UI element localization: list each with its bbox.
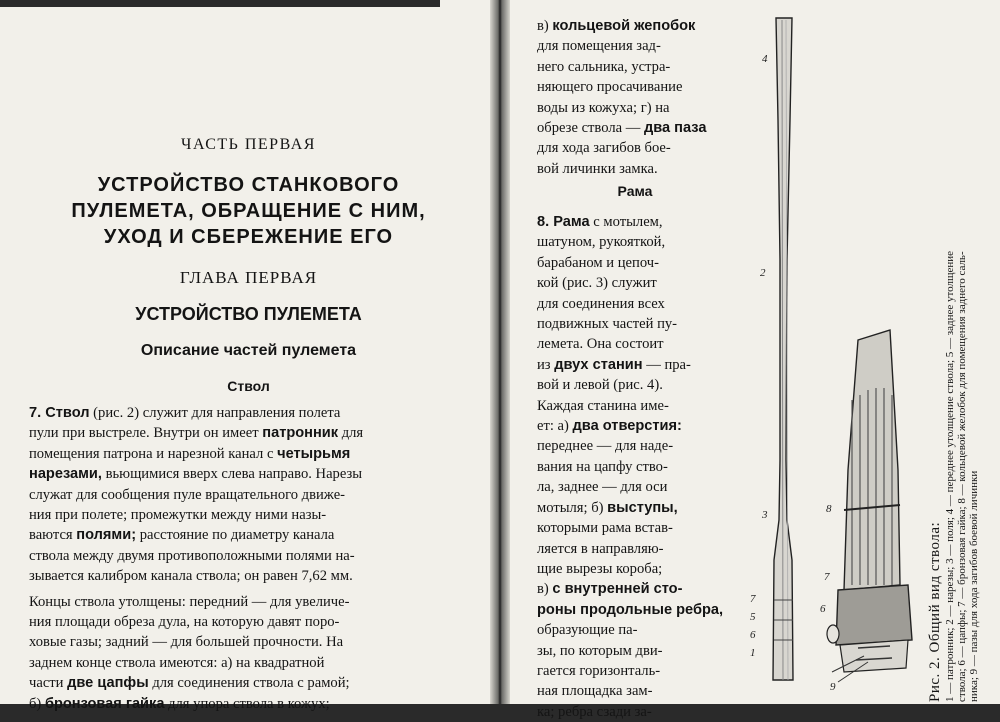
text-run: шатуном, рукояткой, bbox=[537, 234, 666, 251]
text-run: няющего просачивание bbox=[537, 79, 683, 96]
text-line bbox=[29, 444, 453, 464]
text-line bbox=[537, 702, 733, 722]
text-line bbox=[29, 632, 453, 652]
section-title: Описание частей пулемета bbox=[140, 342, 357, 359]
text-run: ствола между двумя противоположными полями на- bbox=[29, 547, 355, 564]
text-line bbox=[537, 138, 733, 158]
bold-term: бронзовая гайка bbox=[44, 695, 165, 712]
book-gutter bbox=[490, 0, 510, 704]
text-run: помещения патрона и нарезной канал с bbox=[29, 445, 278, 462]
text-run: вания на цапфу ство- bbox=[537, 458, 668, 475]
text-run: зы, по которым дви- bbox=[537, 642, 663, 659]
text-run: барабаном и цепоч- bbox=[537, 254, 659, 271]
text-line bbox=[537, 457, 733, 477]
text-line bbox=[29, 566, 453, 586]
main-title-line: УСТРОЙСТВО СТАНКОВОГО bbox=[97, 174, 400, 196]
text-run: переднее — для наде- bbox=[537, 438, 674, 455]
figure-caption-line: ника; 9 — пазы для хода загибов боевой личинки bbox=[968, 470, 980, 702]
text-line bbox=[29, 505, 453, 525]
text-line bbox=[537, 518, 733, 538]
text-line bbox=[537, 559, 733, 579]
text-line bbox=[537, 539, 733, 559]
text-line bbox=[29, 546, 453, 566]
text-line bbox=[537, 620, 733, 640]
text-line bbox=[537, 641, 733, 661]
figure-label: 6 bbox=[820, 603, 826, 615]
bold-term: кольцевой жепобок bbox=[552, 18, 696, 34]
text-run: образующие па- bbox=[537, 622, 638, 639]
text-run: (рис. 2) служит для направления полета bbox=[89, 405, 341, 421]
text-run: Каждая станина име- bbox=[537, 397, 669, 414]
main-title-line: ПУЛЕМЕТА, ОБРАЩЕНИЕ С НИМ, bbox=[71, 200, 426, 222]
bold-term: два отверстия: bbox=[572, 418, 682, 435]
bold-term: двух станин bbox=[554, 356, 643, 373]
figure-label: 7 bbox=[824, 571, 830, 583]
bold-term: 8. Рама bbox=[537, 214, 590, 230]
text-line bbox=[537, 294, 733, 314]
text-run: ка; ребра сзади за- bbox=[537, 703, 652, 720]
text-line bbox=[29, 694, 453, 714]
text-line bbox=[537, 681, 733, 701]
bold-term: 7. Ствол bbox=[29, 405, 90, 421]
text-line bbox=[29, 423, 453, 443]
text-line bbox=[537, 355, 733, 375]
barrel-end-detail bbox=[827, 330, 912, 682]
text-line bbox=[537, 600, 733, 620]
subsection-title: Ствол bbox=[227, 378, 270, 394]
text-line bbox=[537, 334, 733, 354]
text-line bbox=[537, 36, 733, 56]
bold-term: две цапфы bbox=[67, 675, 149, 692]
figure-caption-title: Рис. 2. Общий вид ствола: bbox=[927, 521, 943, 702]
bold-term: роны продольные ребра, bbox=[537, 601, 724, 618]
text-line bbox=[537, 253, 733, 273]
figure-label: 1 bbox=[750, 647, 756, 659]
text-run: для упора ствола в кожух; bbox=[164, 695, 330, 712]
text-line bbox=[29, 485, 453, 505]
bold-term: с внутренней сто- bbox=[552, 581, 683, 598]
text-run: для помещения зад- bbox=[537, 38, 661, 55]
text-run: в) bbox=[537, 18, 553, 34]
text-run: ваются bbox=[29, 527, 77, 544]
text-run: ховые газы; задний — для большей прочности. На bbox=[29, 634, 344, 651]
text-run: пули при выстреле. Внутри он имеет bbox=[29, 425, 263, 442]
text-run: ет: а) bbox=[537, 418, 573, 435]
figure-label: 3 bbox=[762, 509, 768, 521]
text-line bbox=[537, 212, 733, 232]
text-run: вьющимися вверх слева направо. Нарезы bbox=[101, 466, 363, 483]
figure-label: 4 bbox=[762, 53, 768, 65]
text-run: ла, заднее — для оси bbox=[537, 479, 668, 496]
text-run: обрезе ствола — bbox=[537, 120, 644, 137]
text-line bbox=[537, 57, 733, 77]
text-run: из bbox=[537, 356, 555, 373]
text-run: Концы ствола утолщены: передний — для увеличе- bbox=[29, 593, 350, 610]
bold-term: патронник bbox=[262, 425, 339, 442]
figure-label: 8 bbox=[826, 503, 832, 515]
text-run: подвижных частей пу- bbox=[537, 316, 678, 333]
text-line bbox=[537, 118, 733, 138]
text-line bbox=[537, 477, 733, 497]
text-run: служат для сообщения пуле вращательного движе- bbox=[29, 486, 346, 503]
text-run: гается горизонталь- bbox=[537, 662, 661, 679]
body-text bbox=[29, 403, 453, 714]
text-line bbox=[29, 525, 453, 545]
bold-term: два паза bbox=[643, 120, 707, 137]
text-run: зывается калибром канала ствола; он равен 7,62 мм. bbox=[29, 568, 353, 585]
text-line bbox=[537, 232, 733, 252]
text-run: для хода загибов бое- bbox=[537, 140, 671, 157]
text-run: б) bbox=[29, 695, 45, 712]
text-line bbox=[29, 673, 453, 693]
paragraph bbox=[29, 592, 453, 714]
text-run: — пра- bbox=[642, 356, 691, 373]
paragraph bbox=[29, 403, 453, 587]
text-run: лемета. Она состоит bbox=[537, 336, 664, 353]
text-run: для соединения всех bbox=[537, 295, 665, 312]
text-run: которыми рама встав- bbox=[537, 520, 673, 537]
text-line bbox=[537, 273, 733, 293]
figure-label: 7 bbox=[750, 593, 756, 605]
text-line bbox=[537, 396, 733, 416]
text-run: части bbox=[29, 675, 68, 692]
text-run: вой личинки замка. bbox=[537, 160, 658, 177]
column-text bbox=[537, 16, 733, 179]
text-line bbox=[537, 375, 733, 395]
text-run: щие вырезы короба; bbox=[537, 560, 663, 577]
left-page bbox=[0, 0, 497, 712]
bold-term: полями; bbox=[76, 527, 137, 544]
figure-label: 6 bbox=[750, 629, 756, 641]
text-line bbox=[537, 16, 733, 36]
chapter-title: УСТРОЙСТВО ПУЛЕМЕТА bbox=[135, 304, 362, 324]
page-edge-shadow bbox=[0, 0, 440, 7]
main-title bbox=[0, 172, 497, 250]
text-run: ная площадка зам- bbox=[537, 683, 653, 700]
text-line bbox=[537, 159, 733, 179]
text-run: в) bbox=[537, 581, 553, 598]
text-line bbox=[537, 416, 733, 436]
text-run: для bbox=[338, 425, 364, 442]
text-line bbox=[537, 314, 733, 334]
text-line bbox=[29, 464, 453, 484]
text-run: для соединения ствола с рамой; bbox=[148, 675, 350, 692]
text-run: с мотылем, bbox=[589, 214, 663, 230]
text-run: кой (рис. 3) служит bbox=[537, 275, 657, 292]
chapter-heading: ГЛАВА ПЕРВАЯ bbox=[179, 268, 318, 287]
main-title-line: УХОД И СБЕРЕЖЕНИЕ ЕГО bbox=[103, 226, 394, 248]
figure-caption-line: ствола; 6 — цапфы; 7 — бронзовая гайка; 8 — кольцевой желобок для помещения заднего саль- bbox=[956, 251, 968, 702]
text-line bbox=[537, 98, 733, 118]
text-line bbox=[537, 436, 733, 456]
text-run: мотыля; б) bbox=[537, 499, 608, 516]
rama-heading: Рама bbox=[617, 183, 653, 199]
column-text bbox=[537, 212, 733, 722]
barrel-figure bbox=[740, 0, 920, 704]
text-run: него сальника, устра- bbox=[537, 58, 671, 75]
text-line bbox=[29, 612, 453, 632]
barrel-long-view bbox=[773, 18, 793, 680]
text-run: вой и левой (рис. 4). bbox=[537, 377, 663, 394]
figure-label: 5 bbox=[750, 611, 756, 623]
bold-term: нарезами, bbox=[29, 466, 102, 483]
part-heading: ЧАСТЬ ПЕРВАЯ bbox=[181, 136, 316, 153]
bold-term: четырьмя bbox=[277, 445, 351, 462]
text-line bbox=[537, 579, 733, 599]
text-line bbox=[29, 403, 453, 423]
figure-label: 9 bbox=[830, 681, 836, 693]
figure-label: 2 bbox=[760, 267, 766, 279]
figure-caption bbox=[918, 2, 988, 702]
text-line bbox=[537, 77, 733, 97]
text-line bbox=[29, 592, 453, 612]
text-run: расстояние по диаметру канала bbox=[136, 527, 335, 544]
figure-caption-line: 1 — патронник; 2 — нарезы; 3 — поля; 4 — переднее утолщение ствола; 5 — заднее утолщение bbox=[944, 250, 956, 702]
text-run: заднем конце ствола имеются: а) на квадратной bbox=[29, 654, 325, 671]
text-line bbox=[537, 498, 733, 518]
text-run: ния площади обреза дула, на которую давят поро- bbox=[29, 614, 340, 631]
bold-term: выступы, bbox=[607, 499, 678, 516]
text-run: ляется в направляю- bbox=[537, 540, 664, 557]
text-line bbox=[537, 661, 733, 681]
text-line bbox=[29, 653, 453, 673]
text-run: воды из кожуха; г) на bbox=[537, 99, 670, 116]
text-run: ния при полете; промежутки между ними назы- bbox=[29, 507, 327, 524]
